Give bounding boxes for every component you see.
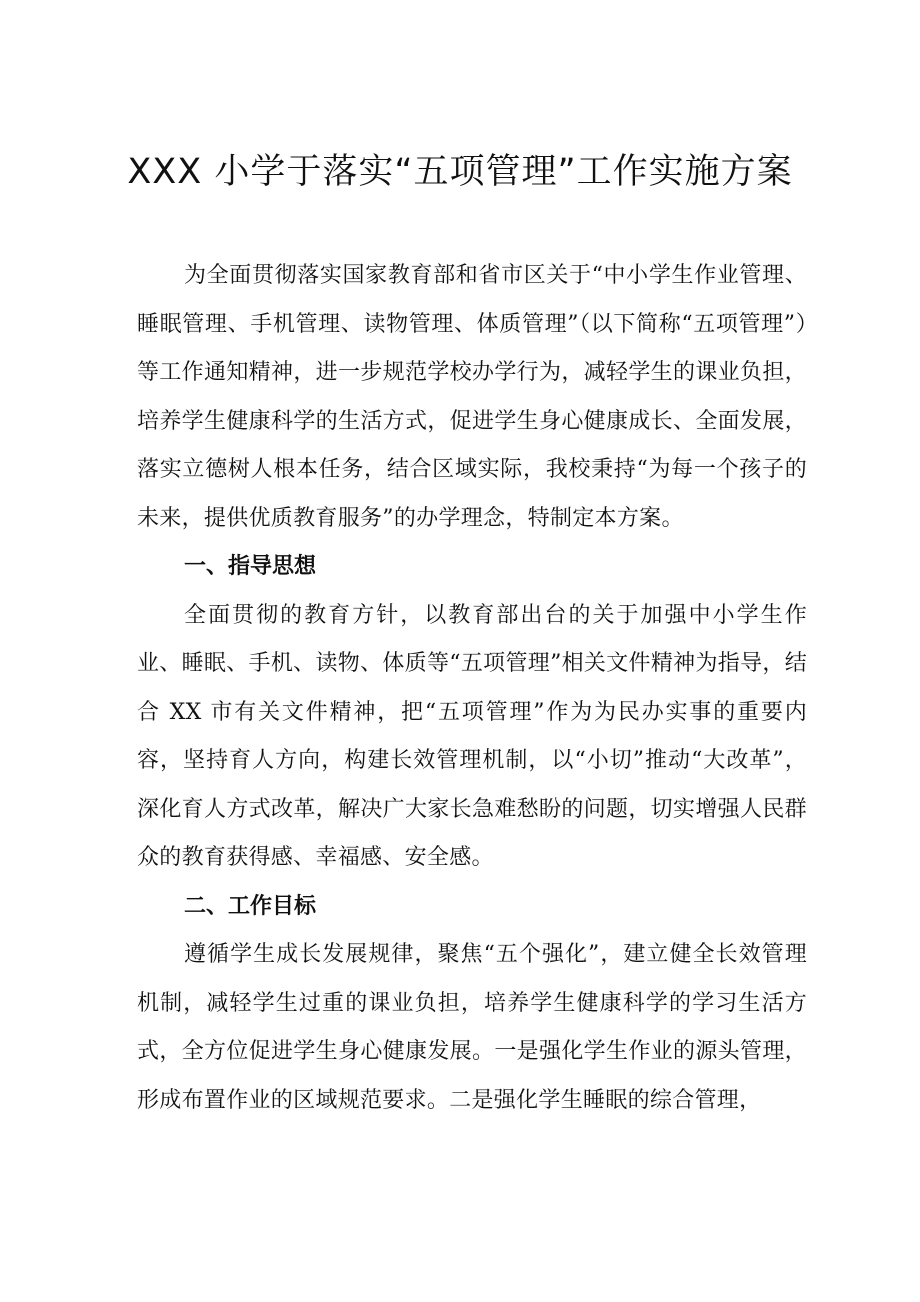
intro-paragraph: 为全面贯彻落实国家教育部和省市区关于“中小学生作业管理、睡眠管理、手机管理、读物管理、体质管理”（以下简称“五项管理”）等工作通知精神，进一步规范学校办学行为，减轻学生的课业负担，培养学生健康科学的生活方式，促进学生身心健康成长、全面发展，落实立德树人根本任务，结合区域实际，我校秉持“为每一个孩子的未来，提供优质教育服务”的办学理念，特制定本方案。 — [137, 263, 807, 531]
document-title: XXX 小学于落实“五项管理”工作实施方案 — [127, 152, 793, 192]
section-heading-work-goals: 二、工作目标 — [184, 893, 317, 919]
document-body — [137, 252, 807, 1125]
section-heading-guiding-ideology: 一、指导思想 — [184, 554, 317, 579]
work-goals-paragraph: 遵循学生成长发展规律，聚焦“五个强化”，建立健全长效管理机制，减轻学生过重的课业负担，培养学生健康科学的学习生活方式，全方位促进学生身心健康发展。一是强化学生作业的源头管理，形成布置作业的区域规范要求。二是强化学生睡眠的综合管理， — [137, 942, 807, 1113]
guiding-ideology-paragraph: 全面贯彻的教育方针，以教育部出台的关于加强中小学生作业、睡眠、手机、读物、体质等“五项管理”相关文件精神为指导，结合 XX 市有关文件精神，把“五项管理”作为为民办实事的重要内容，坚持育人方向，构建长效管理机制，以“小切”推动“大改革”，深化育人方式改革，解决广大家长急难愁盼的问题，切实增强人民群众的教育获得感、幸福感、安全感。 — [137, 602, 807, 870]
